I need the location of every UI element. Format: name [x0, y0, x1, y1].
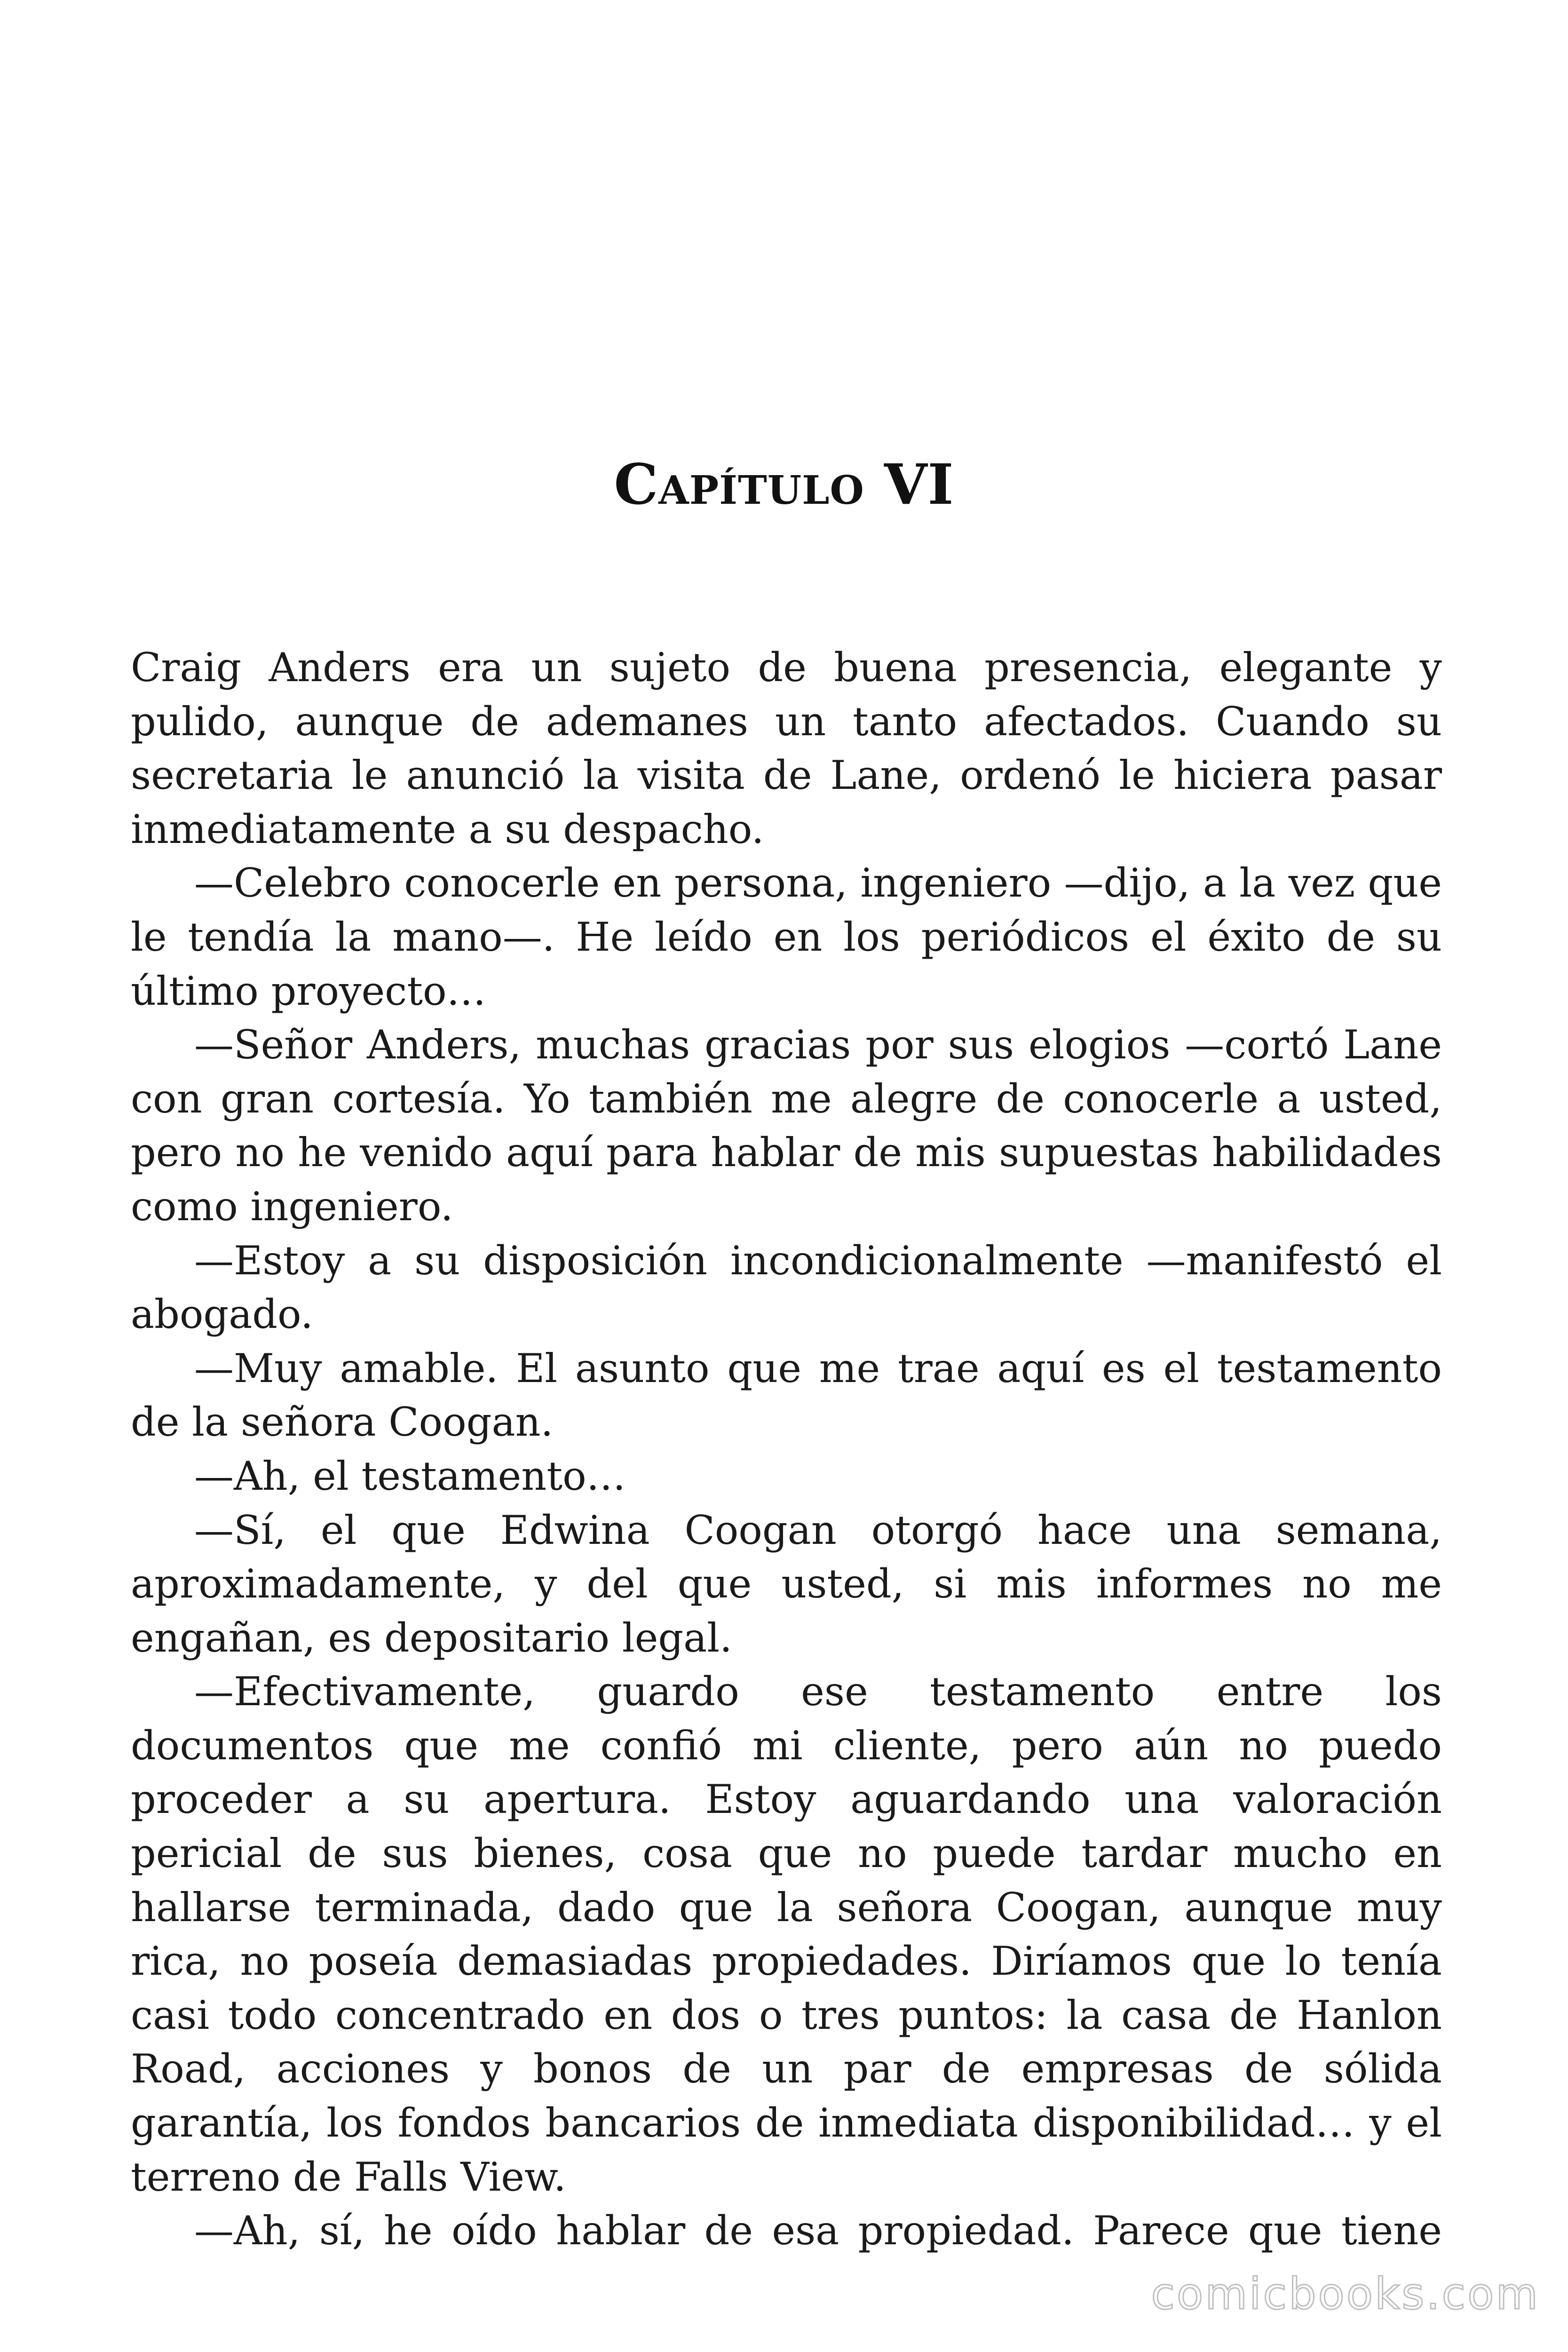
paragraph: —Ah, el testamento…: [194, 1453, 626, 1499]
paragraph: —Muy amable. El asunto que me trae aquí es el testamento de la señora Coogan.: [131, 1345, 1442, 1446]
paragraph: —Ah, sí, he oído hablar de esa propiedad. Parece que tiene: [194, 2208, 1442, 2254]
watermark-logo: comicbooks.com: [1151, 2269, 1540, 2319]
paragraph: —Efectivamente, guardo ese testamento entre los documentos que me confió mi cliente, pero aún no puedo proceder a su apertura. Estoy aguardando una valoración pericial de sus bienes, cosa que no puede tardar mucho en hallarse terminada, dado que la señora Coogan, aunque muy rica, no poseía demasiadas propiedades. Diríamos que lo tenía casi todo concentrado en dos o tres puntos: la casa de Hanlon Road, acciones y bonos de un par de empresas de sólida garantía, los fondos bancarios de inmediata disponibilidad… y el terreno de Falls View.: [131, 1669, 1442, 2200]
paragraph: —Celebro conocerle en persona, ingeniero —dijo, a la vez que le tendía la mano—. He leído en los periódicos el éxito de su último proyecto…: [131, 860, 1442, 1014]
chapter-title: Capítulo VI: [614, 452, 954, 517]
paragraph: —Estoy a su disposición incondicionalmente —manifestó el abogado.: [131, 1237, 1442, 1338]
paragraph: Craig Anders era un sujeto de buena presencia, elegante y pulido, aunque de ademanes un tanto afectados. Cuando su secretaria le anunció la visita de Lane, ordenó le hiciera pasar inmediatamente a su despacho.: [131, 644, 1442, 852]
chapter-body: [131, 641, 1442, 2258]
paragraph: —Señor Anders, muchas gracias por sus elogios —cortó Lane con gran cortesía. Yo también me alegre de conocerle a usted, pero no he venido aquí para hablar de mis supuestas habilidades como ingeniero.: [131, 1022, 1442, 1230]
paragraph: —Sí, el que Edwina Coogan otorgó hace una semana, aproximadamente, y del que usted, si mis informes no me engañan, es depositario legal.: [131, 1507, 1442, 1661]
